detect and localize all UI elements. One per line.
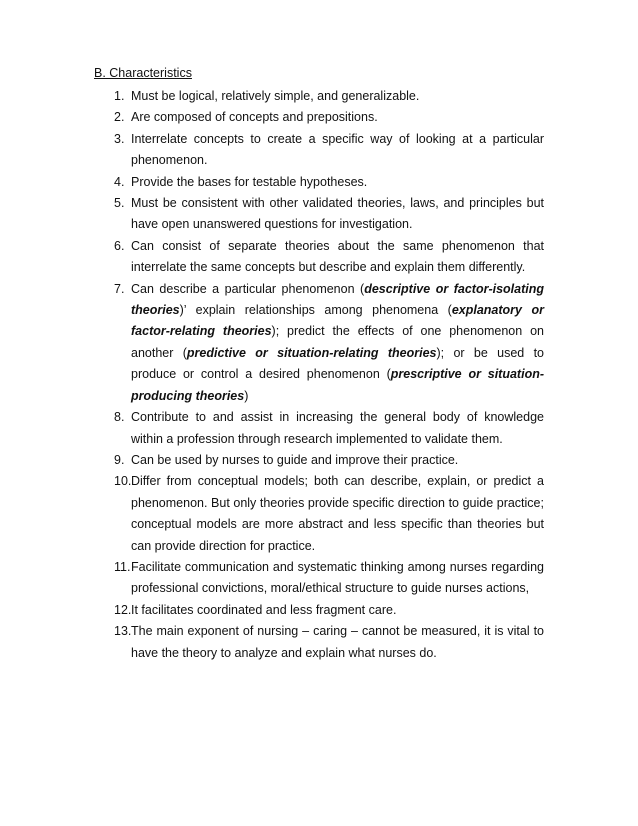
list-item [0, 407, 544, 450]
list-item [0, 450, 544, 471]
list-item [0, 129, 544, 172]
list-item [0, 621, 544, 664]
item-number: 1. [114, 89, 125, 103]
item-number: 7. [114, 281, 125, 296]
item-text: Contribute to and assist in increasing the general body of knowledge within a profession through research implemented to validate them. [131, 410, 544, 446]
item-number: 3. [114, 131, 125, 146]
list-item [0, 236, 544, 279]
item-number: 13. [114, 624, 132, 639]
list-item [0, 600, 544, 621]
text-run: ); predict the effects of one phenomenon on another ( [131, 324, 544, 360]
item-number: 2. [114, 110, 125, 125]
list-item [0, 193, 544, 236]
item-text: The main exponent of nursing – caring – cannot be measured, it is vital to have the theory to analyze and explain what nurses do. [131, 624, 544, 660]
theory-type-term: prescriptive or situation-producing theories [131, 367, 544, 403]
item-text: Are composed of concepts and prepositions. [131, 110, 378, 125]
item-text: Can consist of separate theories about the same phenomenon that interrelate the same concepts but describe and explain them differently. [131, 238, 544, 275]
text-run: ); or be used to produce or control a desired phenomenon ( [131, 345, 545, 382]
text-run: )’ explain relationships among phenomena ( [179, 303, 452, 318]
section-heading: B. Characteristics [94, 66, 192, 80]
item-text: Differ from conceptual models; both can describe, explain, or predict a phenomenon. But only theories provide specific direction to guide practice; conceptual models are more abstract and less specific than theories but can provide direction for practice. [131, 474, 544, 553]
item-text: Must be consistent with other validated theories, laws, and principles but have open unanswered questions for investigation. [131, 196, 544, 232]
item-text: Facilitate communication and systematic thinking among nurses regarding professional convictions, moral/ethical structure to guide nurses actions, [131, 559, 544, 596]
item-text: Provide the bases for testable hypotheses. [131, 174, 368, 189]
item-number: 11. [114, 559, 131, 574]
item-text: Interrelate concepts to create a specific way of looking at a particular phenomenon. [131, 131, 544, 168]
theory-type-term: predictive or situation-relating theories [186, 345, 437, 360]
list-item [0, 107, 544, 128]
item-number: 6. [114, 238, 125, 253]
item-number: 8. [114, 410, 125, 425]
list-item [0, 279, 544, 407]
list-item [0, 557, 544, 600]
list-item [0, 471, 544, 557]
theory-type-term: descriptive or factor-isolating theories [131, 281, 544, 318]
item-number: 9. [114, 452, 125, 467]
item-text: Must be logical, relatively simple, and generalizable. [131, 89, 420, 103]
theory-type-term: explanatory or factor-relating theories [131, 303, 544, 339]
item-text: Can be used by nurses to guide and improve their practice. [131, 452, 459, 467]
text-run: ) [244, 388, 249, 403]
item-text: It facilitates coordinated and less fragment care. [131, 602, 397, 617]
item-text [131, 282, 544, 403]
text-run: Can describe a particular phenomenon ( [131, 281, 365, 296]
list-item [0, 86, 544, 107]
item-number: 12. [114, 602, 132, 617]
characteristics-list [0, 86, 638, 664]
list-item [0, 172, 544, 193]
item-number: 4. [114, 174, 125, 189]
item-number: 10. [114, 474, 132, 489]
item-number: 5. [114, 196, 125, 211]
